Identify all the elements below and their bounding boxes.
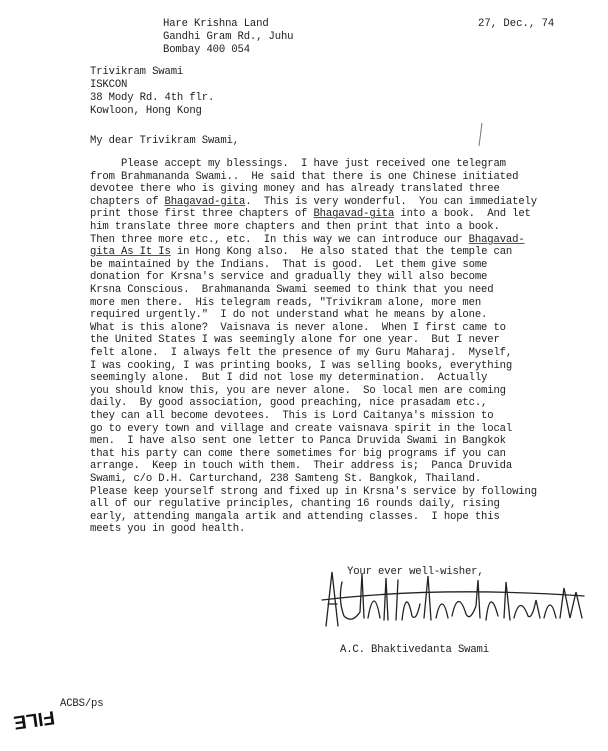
recipient-line: 38 Mody Rd. 4th flr. (90, 92, 215, 104)
body-line (90, 271, 487, 283)
body-line (90, 360, 512, 372)
body-text: felt alone. I always felt the presence of my Guru Maharaj. Myself, (90, 347, 513, 359)
body-line (90, 486, 537, 498)
body-line (90, 385, 506, 397)
body-text: seemingly alone. But I did not lose my determination. Actually (90, 372, 488, 385)
body-text: Swami, c/o D.H. Carturchand, 238 Samteng St. Bangkok, Thailand. (90, 473, 482, 485)
body-line (90, 435, 506, 447)
body-line (90, 372, 487, 384)
body-text: . This is very wonderful. You can immediately (245, 195, 537, 208)
body-text: men. I have also sent one letter to Panca Druvida Swami in Bangkok (90, 435, 506, 448)
body-line (90, 498, 500, 510)
body-line (90, 448, 506, 460)
salutation: My dear Trivikram Swami, (90, 135, 239, 147)
body-text: meets you in good health. (90, 523, 246, 536)
body-text: be maintained by the Indians. That is good. Let them give some (90, 258, 488, 271)
body-line (90, 259, 487, 271)
body-line (90, 221, 500, 233)
body-line (90, 183, 500, 195)
body-text: more men there. His telegram reads, "Trivikram alone, more men (90, 296, 482, 309)
body-line (90, 523, 245, 535)
reference-initials: ACBS/ps (60, 698, 104, 710)
body-text: go to every town and village and create vaisnava spirit in the local (90, 422, 513, 435)
closing: Your ever well-wisher, (347, 566, 484, 578)
body-line (90, 208, 531, 220)
body-text: him translate three more chapters and then print that into a book. (90, 221, 500, 233)
body-line (90, 309, 487, 321)
body-text: you should know this, you are never alone. So local men are coming (90, 384, 506, 397)
body-line (90, 334, 500, 346)
body-text: into a book. And let (394, 208, 531, 221)
body-text: the United States I was seemingly alone for one year. But I never (90, 334, 500, 347)
pen-mark (476, 122, 484, 148)
body-text: from Brahmananda Swami.. He said that there is one Chinese initiated (90, 170, 519, 183)
body-line (90, 511, 500, 523)
body-text: Please accept my blessings. I have just received one telegram (90, 158, 506, 170)
body-text: Please keep yourself strong and fixed up in Krsna's service by following (90, 485, 537, 498)
body-line (90, 473, 481, 485)
body-line (90, 460, 512, 472)
body-line (90, 234, 525, 246)
body-line (90, 423, 512, 435)
body-text: in Hong Kong also. He also stated that the temple can (170, 246, 513, 259)
sender-address-line: Gandhi Gram Rd., Juhu (163, 31, 294, 43)
body-text: What is this alone? Vaisnava is never alone. When I first came to (90, 321, 506, 334)
body-line (90, 410, 493, 422)
letter-date: 27, Dec., 74 (478, 18, 555, 30)
body-line (90, 297, 481, 309)
book-title: Bhagavad-gita (164, 195, 246, 208)
file-stamp (6, 702, 62, 736)
body-text: chapters of (90, 195, 165, 208)
recipient-line: ISKCON (90, 79, 128, 91)
body-line (90, 347, 512, 359)
body-text: Then three more etc., etc. In this way we can introduce our (90, 233, 469, 246)
body-text: devotee there who is giving money and has already translated three (90, 183, 500, 196)
body-text: print those first three chapters of (90, 208, 314, 221)
body-line (90, 246, 512, 258)
book-title: Bhagavad- (468, 233, 525, 246)
recipient-line: Kowloon, Hong Kong (90, 105, 202, 117)
recipient-line: Trivikram Swami (90, 66, 184, 78)
body-text: they can all become devotees. This is Lord Caitanya's mission to (90, 410, 494, 422)
body-text: required urgently." I do not understand what he means by alone. (90, 309, 488, 322)
body-text: I was cooking, I was printing books, I was selling books, everything (90, 359, 513, 372)
body-line (90, 196, 537, 208)
body-line (90, 171, 518, 183)
sender-address-line: Bombay 400 054 (163, 44, 250, 56)
body-line (90, 322, 506, 334)
body-line (90, 158, 506, 170)
sender-address-line: Hare Krishna Land (163, 18, 269, 30)
body-text: early, attending mangala artik and attending classes. I hope this (90, 510, 500, 523)
body-text: all of our regulative principles, chanting 16 rounds daily, rising (90, 498, 500, 511)
body-text: that his party can come there sometimes for big programs if you can (90, 447, 506, 460)
body-text: arrange. Keep in touch with them. Their address is; Panca Druvida (90, 460, 513, 473)
body-text: donation for Krsna's service and gradually they will also become (90, 271, 488, 284)
body-line (90, 284, 493, 296)
body-line (90, 397, 487, 409)
file-stamp-text: FILE (12, 706, 56, 733)
signature-name: A.C. Bhaktivedanta Swami (340, 644, 489, 656)
handwritten-signature (318, 560, 588, 636)
book-title: Bhagavad-gita (313, 208, 395, 221)
body-text: Krsna Conscious. Brahmananda Swami seemed to think that you need (90, 284, 494, 296)
body-text: daily. By good association, good preaching, nice prasadam etc., (90, 397, 488, 410)
book-title: gita As It Is (90, 246, 171, 259)
